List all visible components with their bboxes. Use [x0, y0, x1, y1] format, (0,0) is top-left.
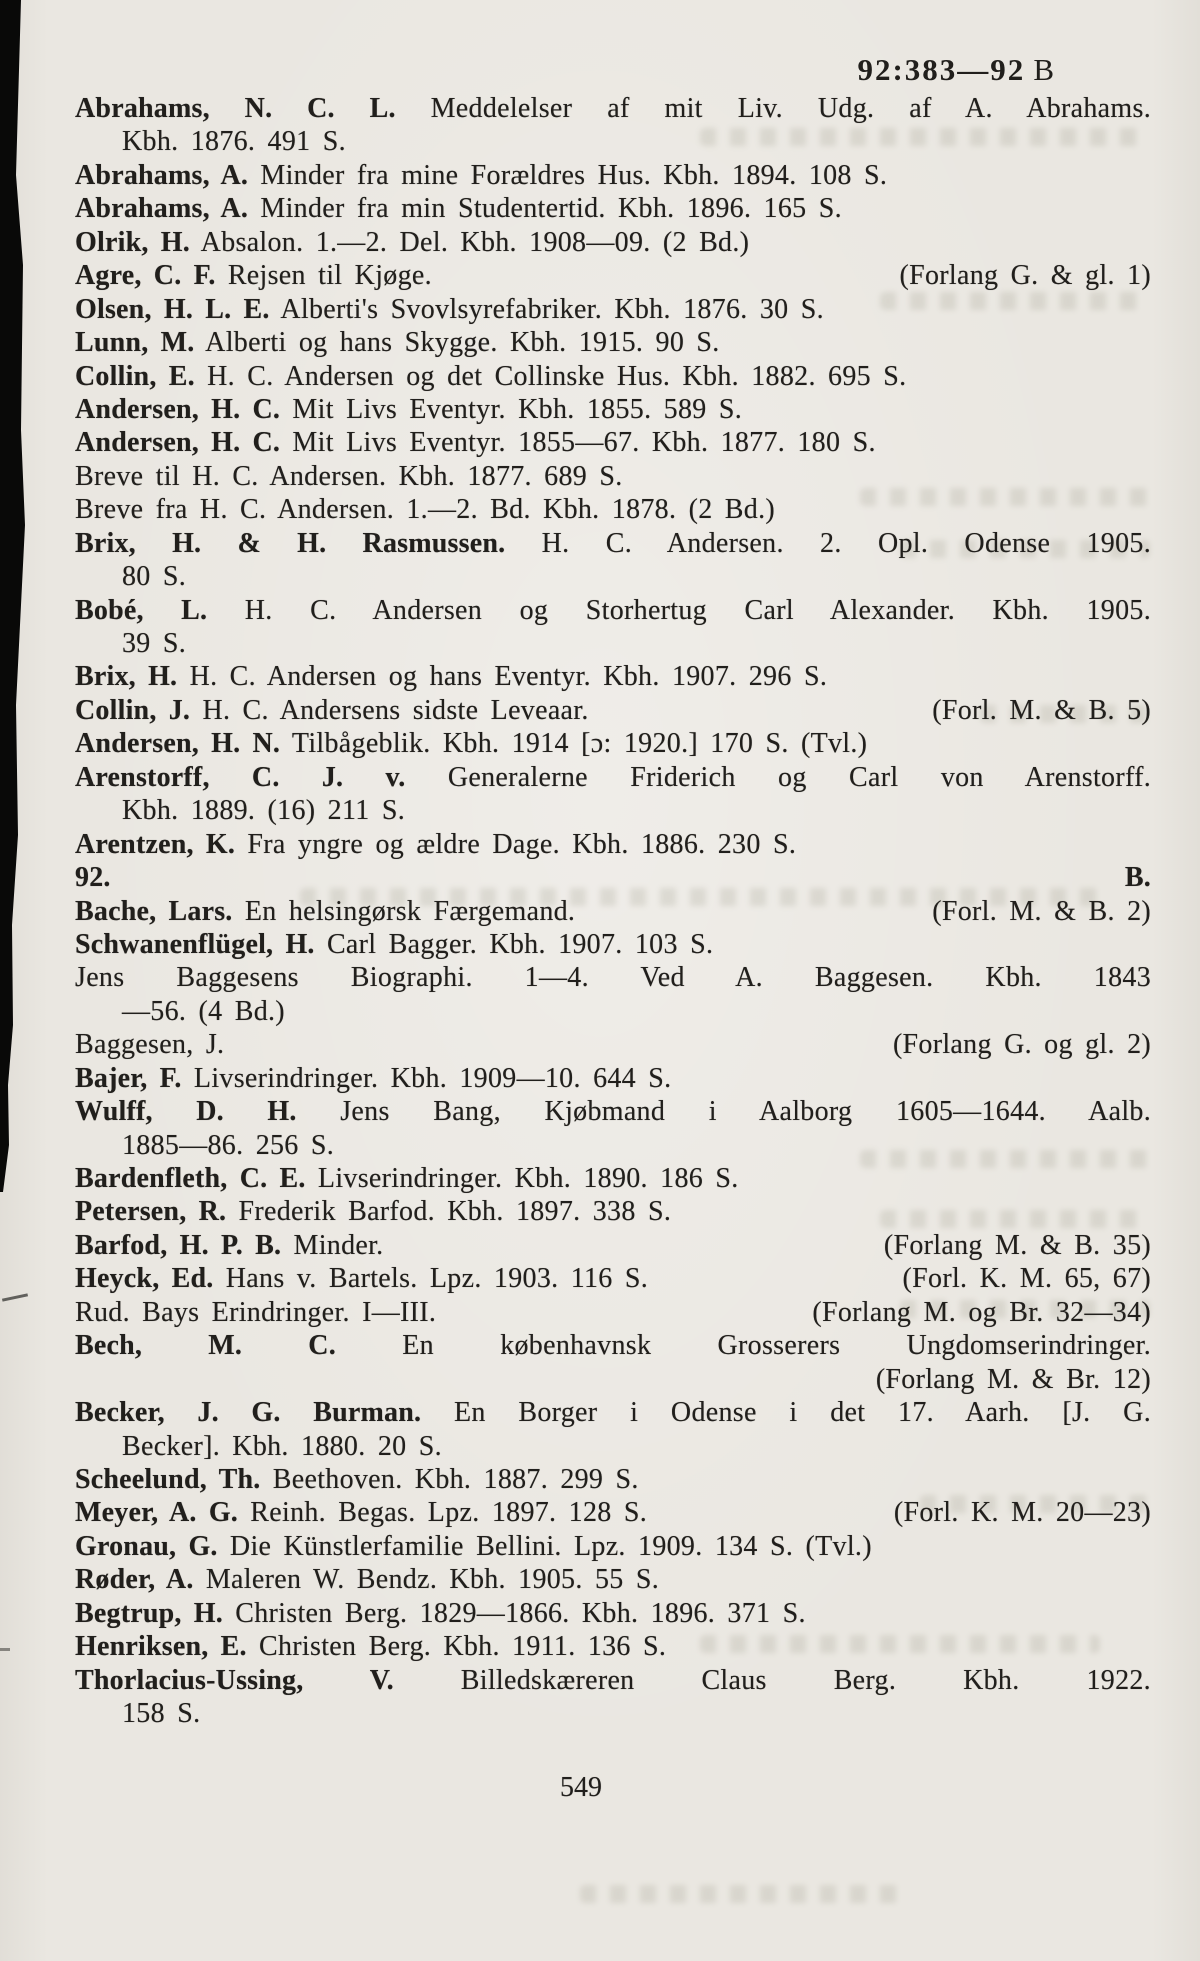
entry-line: [75, 159, 1151, 192]
entry-author: Arenstorff, C. J. v.: [75, 761, 406, 793]
entry-line: [75, 326, 1151, 359]
entry-line: [75, 660, 1151, 693]
scan-spine-edge: [0, 0, 27, 1192]
entry-author: Abrahams, N. C. L.: [75, 93, 396, 124]
entry-line: [75, 1496, 1151, 1529]
entry-author: Thorlacius-Ussing, V.: [75, 1664, 394, 1696]
entry-text: Meyer, A. G. Reinh. Begas. Lpz. 1897. 128 S.: [75, 1497, 648, 1529]
entry-author: Bardenfleth, C. E.: [75, 1163, 306, 1194]
entry-text: Becker]. Kbh. 1880. 20 S.: [122, 1430, 442, 1462]
entry-author: Arentzen, K.: [75, 828, 236, 860]
entry-reference: (Forl. M. & B. 2): [932, 895, 1151, 927]
bleed-through-artifact: [580, 1885, 900, 1903]
entry-author: Petersen, R.: [75, 1196, 227, 1228]
entry-text: Arenstorff, C. J. v. Generalerne Friderich og Carl von Arenstorff.: [75, 761, 1151, 793]
entry-line: [75, 1162, 1151, 1195]
entry-text: Schwanenflügel, H. Carl Bagger. Kbh. 1907. 103 S.: [75, 928, 714, 960]
entry-author: Olsen, H. L. E.: [75, 293, 270, 325]
entry-author: Agre, C. F.: [75, 260, 216, 292]
entry-text: Heyck, Ed. Hans v. Bartels. Lpz. 1903. 116 S.: [75, 1263, 649, 1295]
entry-text: Collin, J. H. C. Andersens sidste Leveaar.: [75, 694, 589, 726]
entry-text: Bech, M. C. En københavnsk Grosserers Ungdomserindringer.: [75, 1330, 1151, 1362]
entry-line: [75, 1229, 1151, 1262]
entry-line: [75, 828, 1151, 861]
entry-line: [75, 995, 1151, 1028]
entry-line: [75, 861, 1151, 894]
entry-line: [75, 1697, 1151, 1730]
entry-line: [75, 594, 1151, 627]
entry-line: [75, 1563, 1151, 1596]
entry-text: Begtrup, H. Christen Berg. 1829—1866. Kbh. 1896. 371 S.: [75, 1597, 806, 1629]
entry-line: [75, 928, 1151, 961]
entry-author: Brix, H. & H. Rasmussen.: [75, 527, 506, 559]
entry-line: [75, 360, 1151, 393]
entry-line: [75, 426, 1151, 459]
entry-reference: (Forlang M. & Br. 12): [875, 1363, 1151, 1395]
entry-text: 158 S.: [122, 1698, 201, 1729]
entry-text: Bajer, F. Livserindringer. Kbh. 1909—10. 644 S.: [75, 1062, 672, 1094]
entry-reference: B.: [1124, 862, 1151, 894]
scan-scratch-mark: [2, 1293, 28, 1301]
entry-author: Abrahams, A.: [75, 159, 249, 191]
entry-text: Andersen, H. C. Mit Livs Eventyr. 1855—67. Kbh. 1877. 180 S.: [75, 427, 876, 459]
entry-line: [75, 1530, 1151, 1563]
entry-text: Brix, H. & H. Rasmussen. H. C. Andersen. 2. Opl. Odense 1905.: [75, 527, 1151, 559]
page-number: 549: [560, 1772, 602, 1803]
entry-line: [75, 1329, 1151, 1362]
entry-text: 1885—86. 256 S.: [122, 1129, 335, 1161]
entry-author: Barfod, H. P. B.: [75, 1229, 282, 1261]
entry-text: —56. (4 Bd.): [122, 995, 285, 1027]
entry-line: [75, 1363, 1151, 1396]
entry-line: [75, 393, 1151, 426]
entry-reference: (Forlang M. og Br. 32—34): [812, 1296, 1151, 1328]
entry-text: Jens Baggesens Biographi. 1—4. Ved A. Baggesen. Kbh. 1843: [75, 962, 1151, 994]
entry-line: [75, 1095, 1151, 1128]
section-letter: B: [1033, 52, 1055, 87]
entry-text: Gronau, G. Die Künstlerfamilie Bellini. Lpz. 1909. 134 S. (Tvl.): [75, 1530, 872, 1562]
entry-text: Andersen, H. N. Tilbågeblik. Kbh. 1914 [ɔ: 1920.] 170 S. (Tvl.): [75, 728, 868, 760]
entry-text: Bardenfleth, C. E. Livserindringer. Kbh. 1890. 186 S.: [75, 1163, 739, 1194]
entry-author: Heyck, Ed.: [75, 1263, 214, 1295]
entry-author: Wulff, D. H.: [75, 1096, 297, 1128]
entry-text: Henriksen, E. Christen Berg. Kbh. 1911. 136 S.: [75, 1631, 667, 1663]
entry-text: Thorlacius-Ussing, V. Billedskæreren Claus Berg. Kbh. 1922.: [75, 1664, 1151, 1696]
entry-line: [75, 125, 1151, 158]
entry-line: [75, 1129, 1151, 1162]
entry-text: Agre, C. F. Rejsen til Kjøge.: [75, 260, 432, 292]
entry-line: [75, 460, 1151, 493]
entry-text: [75, 861, 111, 894]
entry-line: [75, 560, 1151, 593]
entry-author: 92.: [75, 862, 111, 894]
entry-line: [75, 1664, 1151, 1697]
entry-line: [75, 895, 1151, 928]
entry-text: Wulff, D. H. Jens Bang, Kjøbmand i Aalborg 1605—1644. Aalb.: [75, 1096, 1151, 1128]
entry-author: Bech, M. C.: [75, 1330, 336, 1362]
entry-line: [75, 1463, 1151, 1496]
entry-line: [75, 1430, 1151, 1463]
entry-line: [75, 493, 1151, 526]
entry-text: Breve fra H. C. Andersen. 1.—2. Bd. Kbh. 1878. (2 Bd.): [75, 494, 776, 526]
entry-text: Olsen, H. L. E. Alberti's Svovlsyrefabriker. Kbh. 1876. 30 S.: [75, 293, 824, 325]
entry-text: Scheelund, Th. Beethoven. Kbh. 1887. 299 S.: [75, 1463, 639, 1495]
entry-text: Breve til H. C. Andersen. Kbh. 1877. 689 S.: [75, 460, 623, 492]
entry-author: Andersen, H. C.: [75, 393, 281, 425]
entry-text: Abrahams, A. Minder fra mine Forældres Hus. Kbh. 1894. 108 S.: [75, 159, 888, 191]
entry-line: [75, 794, 1151, 827]
entry-line: [75, 1062, 1151, 1095]
entry-line: [75, 627, 1151, 660]
entry-line: [75, 961, 1151, 994]
entry-text: Arentzen, K. Fra yngre og ældre Dage. Kbh. 1886. 230 S.: [75, 828, 797, 860]
entry-text: Abrahams, N. C. L. Meddelelser af mit Liv. Udg. af A. Abrahams.: [75, 93, 1151, 124]
entry-reference: (Forl. K. M. 65, 67): [902, 1263, 1151, 1295]
entry-author: Begtrup, H.: [75, 1597, 223, 1629]
entry-text: Bobé, L. H. C. Andersen og Storhertug Carl Alexander. Kbh. 1905.: [75, 594, 1151, 626]
entry-text: Baggesen, J.: [75, 1029, 225, 1061]
entry-text: Rud. Bays Erindringer. I—III.: [75, 1296, 437, 1328]
entry-author: Schwanenflügel, H.: [75, 928, 315, 960]
entry-text: Olrik, H. Absalon. 1.—2. Del. Kbh. 1908—09. (2 Bd.): [75, 226, 750, 258]
entry-list: [75, 92, 1151, 1730]
entry-text: Collin, E. H. C. Andersen og det Collinske Hus. Kbh. 1882. 695 S.: [75, 360, 907, 392]
entry-reference: (Forlang G. & gl. 1): [899, 260, 1151, 292]
entry-text: Kbh. 1876. 491 S.: [122, 126, 346, 158]
entry-line: [75, 293, 1151, 326]
entry-author: Olrik, H.: [75, 226, 190, 258]
entry-reference: (Forlang G. og gl. 2): [892, 1029, 1151, 1061]
entry-author: Meyer, A. G.: [75, 1497, 238, 1529]
entry-line: [75, 1296, 1151, 1329]
entry-author: Henriksen, E.: [75, 1631, 247, 1663]
entry-text: Petersen, R. Frederik Barfod. Kbh. 1897. 338 S.: [75, 1196, 672, 1228]
entry-author: Collin, E.: [75, 360, 195, 392]
entry-text: Abrahams, A. Minder fra min Studentertid. Kbh. 1896. 165 S.: [75, 193, 842, 225]
entry-text: Kbh. 1889. (16) 211 S.: [122, 795, 406, 827]
running-head: [857, 52, 1055, 88]
entry-line: [75, 92, 1151, 125]
entry-text: Becker, J. G. Burman. En Borger i Odense i det 17. Aarh. [J. G.: [75, 1397, 1151, 1429]
entry-text: Bache, Lars. En helsingørsk Færgemand.: [75, 895, 576, 927]
entry-line: [75, 694, 1151, 727]
entry-line: [75, 727, 1151, 760]
entry-text: 39 S.: [122, 628, 187, 659]
entry-line: [75, 1396, 1151, 1429]
entry-author: Røder, A.: [75, 1564, 194, 1596]
entry-text: Barfod, H. P. B. Minder.: [75, 1229, 384, 1261]
entry-author: Collin, J.: [75, 694, 191, 726]
entry-reference: (Forl. K. M. 20—23): [893, 1497, 1151, 1529]
entry-line: [75, 527, 1151, 560]
entry-author: Gronau, G.: [75, 1530, 218, 1562]
entry-reference: (Forl. M. & B. 5): [932, 694, 1151, 726]
entry-author: Bache, Lars.: [75, 895, 233, 927]
entry-text: Brix, H. H. C. Andersen og hans Eventyr. Kbh. 1907. 296 S.: [75, 661, 828, 693]
entry-author: Andersen, H. C.: [75, 427, 281, 459]
catalog-range: 92:383—92: [857, 52, 1026, 87]
entry-line: [75, 1028, 1151, 1061]
entry-text: Røder, A. Maleren W. Bendz. Kbh. 1905. 55 S.: [75, 1564, 660, 1596]
entry-author: Brix, H.: [75, 661, 178, 693]
entry-author: Becker, J. G. Burman.: [75, 1397, 422, 1429]
entry-line: [75, 761, 1151, 794]
entry-line: [75, 259, 1151, 292]
entry-author: Lunn, M.: [75, 327, 195, 359]
entry-line: [75, 1195, 1151, 1228]
entry-text: 80 S.: [122, 561, 187, 593]
entry-line: [75, 1597, 1151, 1630]
entry-text: Lunn, M. Alberti og hans Skygge. Kbh. 1915. 90 S.: [75, 327, 720, 359]
entry-author: Scheelund, Th.: [75, 1463, 261, 1495]
entry-author: Abrahams, A.: [75, 193, 249, 225]
scan-scratch-mark: [0, 1648, 10, 1651]
entry-line: [75, 1630, 1151, 1663]
entry-line: [75, 1262, 1151, 1295]
entry-text: Andersen, H. C. Mit Livs Eventyr. Kbh. 1855. 589 S.: [75, 393, 743, 425]
entry-line: [75, 226, 1151, 259]
entry-author: Andersen, H. N.: [75, 728, 281, 760]
entry-line: [75, 192, 1151, 225]
entry-author: Bobé, L.: [75, 594, 208, 626]
entry-reference: (Forlang M. & B. 35): [883, 1229, 1151, 1261]
entry-author: Bajer, F.: [75, 1062, 182, 1094]
